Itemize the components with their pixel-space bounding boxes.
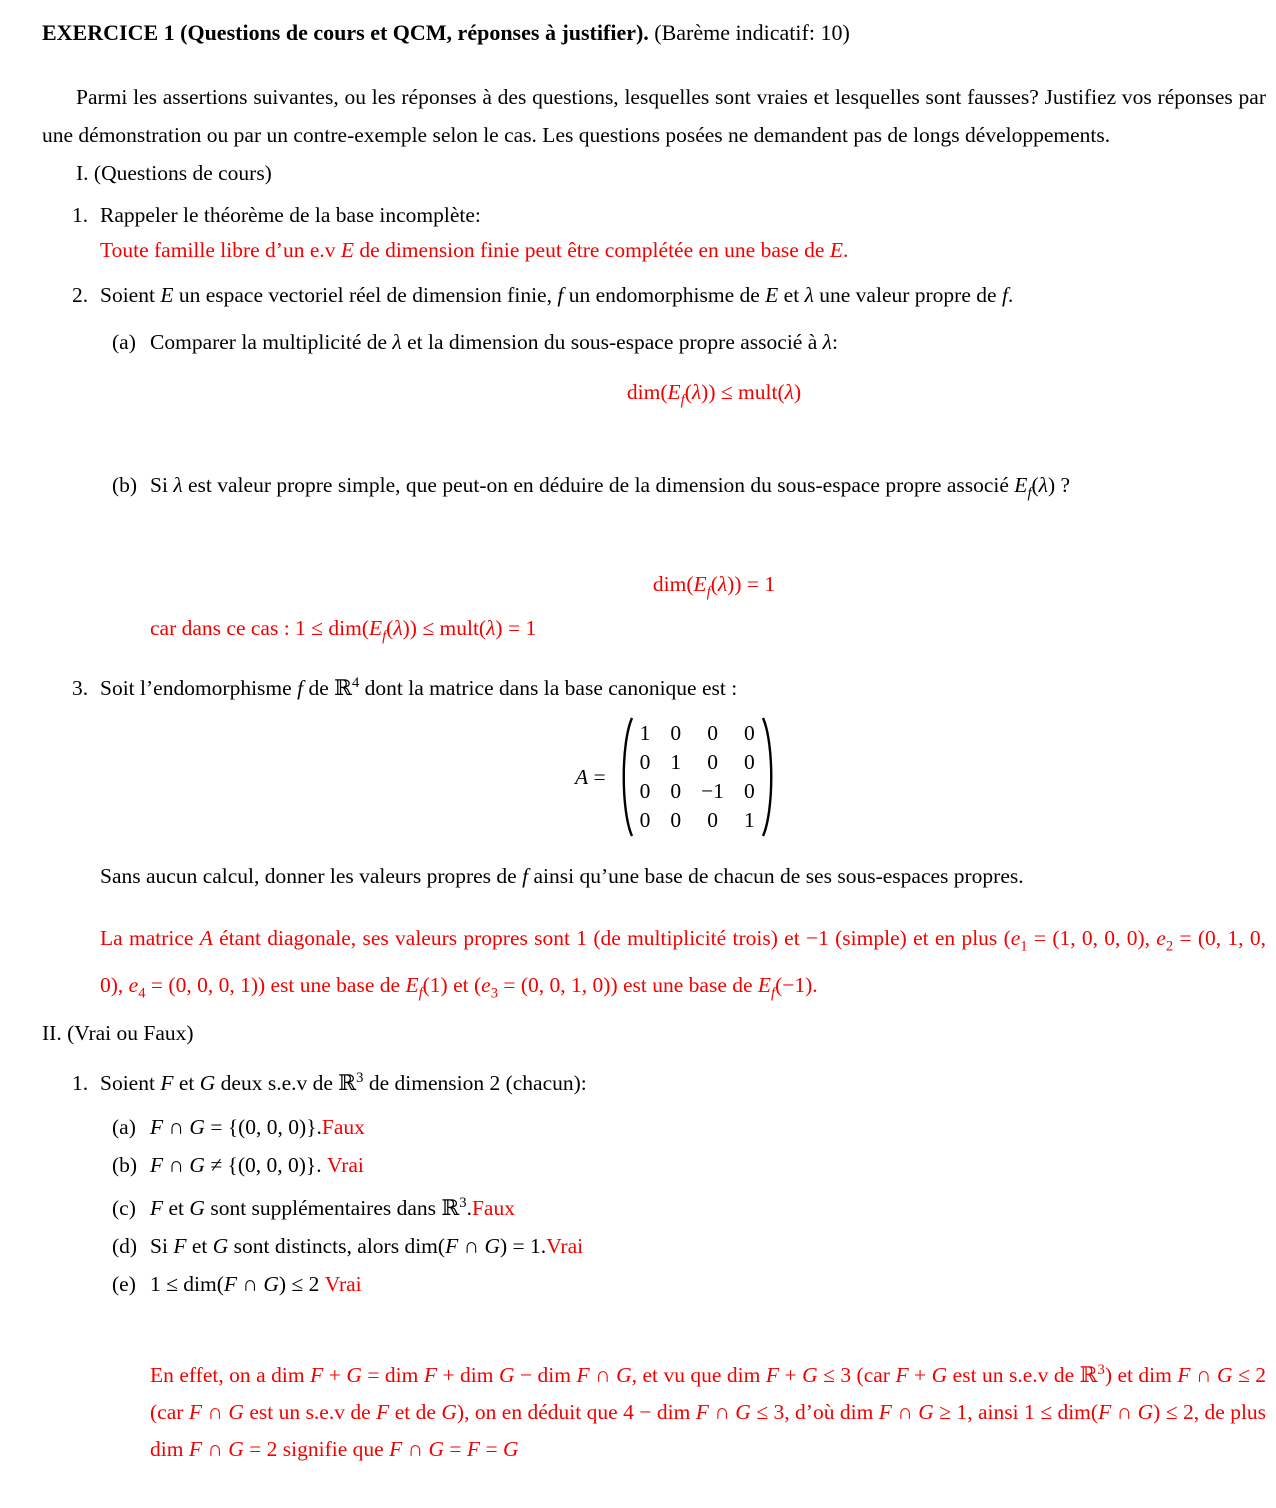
matrix-cell: 1 bbox=[639, 721, 651, 746]
list-item-e bbox=[112, 1269, 1266, 1299]
list-item-d-verdict: Vrai bbox=[546, 1234, 584, 1259]
matrix-cell: 0 bbox=[639, 750, 651, 775]
matrix-cell: 0 bbox=[744, 779, 755, 804]
list-item-e-label: (e) bbox=[112, 1272, 136, 1297]
question-3-answer: La matrice A étant diagonale, ses valeurs propres sont 1 (de multiplicité trois) et −1 (simple) et en plus ($e_1 = (1$, 0, 0, 0), $e_2 = (0$, 1, 0, 0), $e_4 = (0$, 0, 0, 1)) est une base de $E_f(1)$ et ($e_3 = (0$, 0, 1, 0)) est une base de $E_f(-1)$. bbox=[100, 926, 1266, 1001]
list-item-d-label: (d) bbox=[112, 1234, 138, 1259]
matrix-cell: 0 bbox=[707, 808, 718, 833]
question-2b-answer-formula: $dim(E_f(\lambda)) = 1$ bbox=[652, 571, 776, 600]
section-2-question-1-number: 1. bbox=[72, 1071, 89, 1096]
question-1-text: Rappeler le théorème de la base incomplète: bbox=[100, 203, 481, 227]
list-item-b-label: (b) bbox=[112, 1153, 138, 1178]
intro-paragraph: Parmi les assertions suivantes, ou les réponses à des questions, lesquelles sont vraies et lesquelles sont fausses? Justifiez vos réponses par une démonstration ou par un contre-exemple selon le cas. Les questions posées ne demandent pas de longs développements. bbox=[42, 85, 1266, 147]
list-item-d bbox=[112, 1231, 1266, 1261]
question-2b-label: (b) bbox=[112, 473, 138, 498]
question-2a-label: (a) bbox=[112, 330, 136, 354]
matrix-right-paren-icon bbox=[761, 715, 777, 839]
matrix-cell: 0 bbox=[744, 750, 755, 775]
list-item-a-statement: F ∩ G = {(0, 0, 0)}. bbox=[150, 1115, 322, 1140]
section-2-heading: II. (Vrai ou Faux) bbox=[42, 1020, 194, 1045]
question-3 bbox=[72, 668, 1266, 703]
exercise-title bbox=[42, 18, 1266, 48]
question-2a bbox=[112, 327, 1266, 357]
question-2 bbox=[72, 280, 1266, 310]
matrix-cell: 0 bbox=[670, 721, 682, 746]
section-1-heading: I. (Questions de cours) bbox=[76, 161, 272, 185]
list-item-e-verdict: Vrai bbox=[324, 1272, 362, 1297]
list-item-c-verdict: Faux bbox=[471, 1196, 515, 1221]
matrix-cell: 0 bbox=[707, 750, 718, 775]
question-2-number: 2. bbox=[72, 283, 89, 307]
section-2-question-1 bbox=[72, 1063, 1266, 1098]
exercise-title-bold: EXERCICE 1 (Questions de cours et QCM, réponses à justifier). bbox=[42, 20, 649, 45]
list-item-b-statement: F ∩ G ≠ {(0, 0, 0)}. bbox=[150, 1153, 327, 1178]
matrix-cell: 0 bbox=[707, 721, 718, 746]
true-false-justification: En effet, on a dim F + G = dim F + dim G − dim F ∩ G, et vu que dim F + G ≤ 3 (car F + G est un s.e.v de ℝ$^3$) et dim F ∩ G ≤ 2 (car F ∩ G est un s.e.v de F et de G), on en déduit que 4 − dim F ∩ G ≤ 3, d’où dim F ∩ G ≥ 1, ainsi 1 ≤ dim(F ∩ G) ≤ 2, de plus dim F ∩ G = 2 signifie que F ∩ G = F = G bbox=[150, 1362, 1267, 1462]
list-item-a bbox=[112, 1112, 1266, 1142]
list-item-a-verdict: Faux bbox=[321, 1115, 365, 1140]
question-1-number: 1. bbox=[72, 203, 89, 227]
matrix-cell: 0 bbox=[639, 808, 651, 833]
section-2-question-1-text: Soient F et G deux s.e.v de ℝ$^3$ de dimension 2 (chacun): bbox=[100, 1069, 587, 1096]
matrix-cell: 1 bbox=[670, 750, 682, 775]
matrix-cell: 0 bbox=[639, 779, 651, 804]
list-item-b bbox=[112, 1150, 1266, 1180]
matrix-cell: −1 bbox=[701, 779, 725, 804]
matrix-values bbox=[634, 719, 761, 835]
list-item-a-label: (a) bbox=[112, 1115, 136, 1140]
question-3-number: 3. bbox=[72, 676, 89, 701]
matrix-equation bbox=[575, 713, 1266, 841]
document-page bbox=[0, 18, 1276, 1508]
matrix-cell: 0 bbox=[670, 808, 682, 833]
matrix-cell: 0 bbox=[670, 779, 682, 804]
question-1 bbox=[72, 200, 1266, 230]
question-2a-text: Comparer la multiplicité de λ et la dimension du sous-espace propre associé à λ: bbox=[150, 330, 838, 354]
list-item-c bbox=[112, 1188, 1266, 1223]
matrix-name: A = bbox=[575, 765, 606, 790]
list-item-b-verdict: Vrai bbox=[326, 1153, 364, 1178]
exercise-title-scale: (Barème indicatif: 10) bbox=[654, 20, 850, 45]
question-3-followup: Sans aucun calcul, donner les valeurs propres de f ainsi qu’une base de chacun de ses sous-espaces propres. bbox=[100, 864, 1024, 889]
question-1-answer: Toute famille libre d’un e.v E de dimension finie peut être complétée en une base de E. bbox=[100, 238, 849, 262]
question-2a-answer-formula: $dim(E_f(\lambda))$ ≤ mult(λ) bbox=[626, 380, 802, 409]
list-item-d-statement: Si F et G sont distincts, alors dim(F ∩ G) = 1. bbox=[150, 1234, 547, 1259]
true-false-list bbox=[42, 1112, 1266, 1299]
question-3-text: Soit l’endomorphisme f de ℝ$^4$ dont la matrice dans la base canonique est : bbox=[100, 675, 738, 701]
matrix-left-paren-icon bbox=[618, 715, 634, 839]
list-item-c-label: (c) bbox=[112, 1196, 136, 1221]
matrix-cell: 1 bbox=[744, 808, 755, 833]
question-2-text: Soient E un espace vectoriel réel de dimension finie, f un endomorphisme de E et λ une valeur propre de f. bbox=[100, 283, 1014, 307]
list-item-e-statement: 1 ≤ dim(F ∩ G) ≤ 2 bbox=[150, 1272, 325, 1297]
question-2b-answer-note: car dans ce cas : $1 \le dim(E_f(\lambda))$ ≤ mult(λ) = 1 bbox=[150, 615, 537, 645]
list-item-c-statement: F et G sont supplémentaires dans ℝ$^3$. bbox=[150, 1195, 472, 1221]
question-2b bbox=[112, 470, 1266, 508]
question-2b-text: Si λ est valeur propre simple, que peut-on en déduire de la dimension du sous-espace propre associé $E_f(\lambda)$ ? bbox=[150, 473, 1071, 502]
matrix-cell: 0 bbox=[744, 721, 755, 746]
